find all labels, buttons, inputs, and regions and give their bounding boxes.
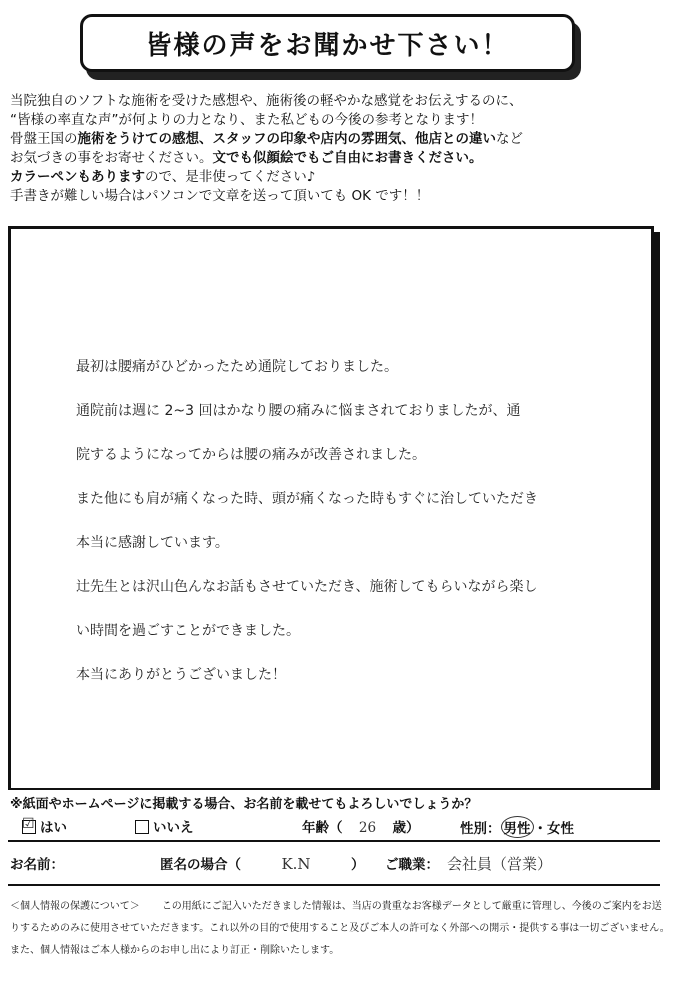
age-value: 26 xyxy=(358,820,377,836)
age-field xyxy=(302,816,420,836)
message-line: 最初は腰痛がひどかったため通院しておりました。 xyxy=(76,359,398,375)
age-label: 年齢（ xyxy=(302,820,343,836)
job-label: ご職業： xyxy=(385,857,439,873)
intro-segment: 骨盤王国の xyxy=(10,131,78,147)
message-line: また他にも肩が痛くなった時、頭が痛くなった時もすぐに治していただき xyxy=(76,491,538,507)
anon-label: 匿名の場合（ xyxy=(160,857,241,873)
gender-female: 女性 xyxy=(547,821,574,837)
intro-emphasis: 文でも似顔絵でもご自由にお書きください。 xyxy=(212,150,483,166)
intro-segment: ので、是非使ってください♪ xyxy=(145,169,316,185)
intro-line xyxy=(10,168,690,187)
anon-close: ） xyxy=(351,857,365,873)
customer-message xyxy=(76,356,656,686)
yes-checkbox[interactable] xyxy=(22,816,36,834)
message-line: い時間を過ごすことができました。 xyxy=(76,623,300,639)
anonymous-name-field xyxy=(160,853,365,873)
privacy-text: この用紙にご記入いただきました情報は、当店の貴重なお客様データとして厳重に管理し、今後のご案内をお送 xyxy=(161,901,662,912)
gender-male-circled: 男性 xyxy=(501,816,534,838)
intro-line xyxy=(10,130,690,149)
divider xyxy=(8,840,660,842)
gender-dot: ・ xyxy=(533,821,547,837)
consent-yes-option[interactable] xyxy=(22,816,67,836)
intro-segment: お気づきの事をお寄せください。 xyxy=(10,150,213,166)
intro-line: 手書きが難しい場合はパソコンで文章を送って頂いても OK です！！ xyxy=(10,188,430,204)
intro-line: 当院独自のソフトな施術を受けた感想や、施術後の軽やかな感覚をお伝えするのに、 xyxy=(10,93,523,109)
title-banner xyxy=(80,14,585,82)
job-value: 会社員（営業） xyxy=(447,855,553,873)
intro-segment: など xyxy=(496,131,523,147)
consent-question: ※紙面やホームページに掲載する場合、お名前を載せてもよろしいでしょうか？ xyxy=(10,797,478,812)
intro-line xyxy=(10,149,690,168)
message-line: 本当に感謝しています。 xyxy=(76,535,229,551)
message-line: 本当にありがとうございました！ xyxy=(76,667,286,683)
no-label: いいえ xyxy=(153,820,194,836)
yes-label: はい xyxy=(40,820,67,836)
page-title: 皆様の声をお聞かせ下さい！ xyxy=(80,14,575,72)
intro-line: “皆様の率直な声”が何よりの力となり、また私どもの今後の参考となります！ xyxy=(10,112,483,128)
consent-no-option[interactable] xyxy=(135,816,194,836)
intro-emphasis: カラーペンもあります xyxy=(10,169,145,185)
privacy-line xyxy=(10,896,690,918)
anon-value: K.N xyxy=(281,855,311,873)
gender-label: 性別： xyxy=(460,821,501,837)
divider xyxy=(8,884,660,886)
intro-emphasis: 施術をうけての感想、スタッフの印象や店内の雰囲気、他店との違い xyxy=(77,131,496,147)
divider xyxy=(8,788,660,790)
privacy-heading: ＜個人情報の保護について＞ xyxy=(10,901,140,912)
privacy-line: また、個人情報はご本人様からのお申し出により訂正・削除いたします。 xyxy=(10,945,340,956)
age-suffix: 歳） xyxy=(392,820,420,836)
check-mark-icon: ☑ xyxy=(22,816,35,832)
message-line: 通院前は週に 2~3 回はかなり腰の痛みに悩まされておりましたが、通 xyxy=(76,403,521,419)
gender-field xyxy=(460,816,574,838)
name-label: お名前： xyxy=(10,857,64,873)
privacy-notice xyxy=(10,896,690,962)
intro-text xyxy=(10,92,690,206)
privacy-line: りするためのみに使用させていただきます。これ以外の目的で使用すること及びご本人の許可なく外部への開示・提供する事は一切ございません。 xyxy=(10,923,670,934)
message-line: 院するようになってからは腰の痛みが改善されました。 xyxy=(76,447,426,463)
occupation-field xyxy=(385,853,552,874)
message-line: 辻先生とは沢山色んなお話もさせていただき、施術してもらいながら楽し xyxy=(76,579,538,595)
no-checkbox[interactable] xyxy=(135,820,149,834)
